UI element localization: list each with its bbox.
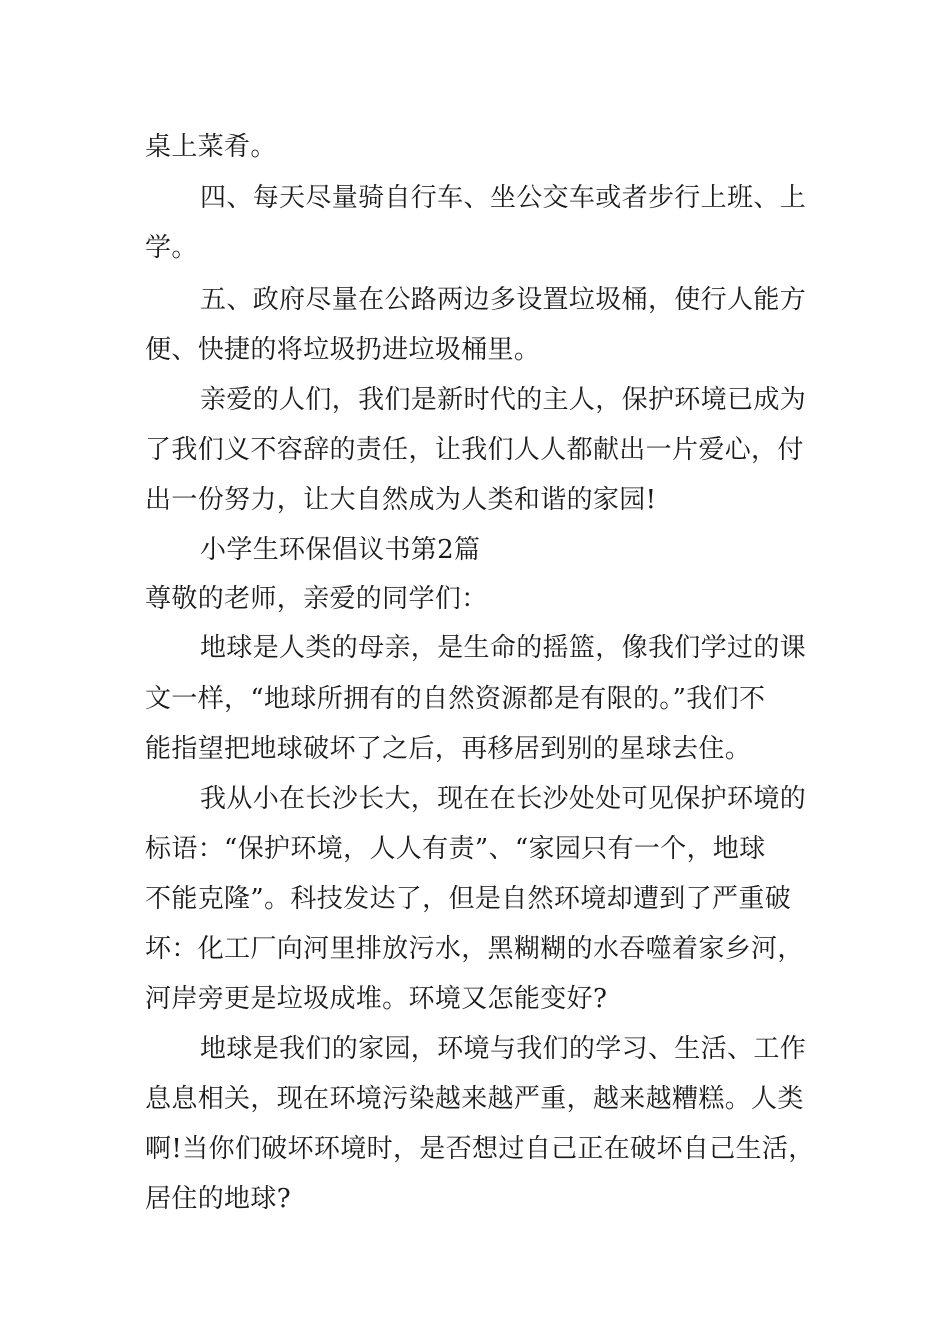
text-line-5: 便、快捷的将垃圾扔进垃圾桶里。 <box>145 335 541 365</box>
text-line-1: 桌上菜肴。 <box>145 132 277 162</box>
text-line-13: 能指望把地球破坏了之后，再移居到别的星球去住。 <box>145 734 752 764</box>
text-line-18: 河岸旁更是垃圾成堆。环境又怎能变好? <box>145 984 608 1014</box>
text-line-21: 啊!当你们破坏环境时，是否想过自己正在破坏自己生活， <box>145 1134 815 1164</box>
text-line-7: 了我们义不容辞的责任，让我们人人都献出一片爱心，付 <box>145 435 804 465</box>
text-line-22: 居住的地球? <box>145 1184 292 1214</box>
text-line-2: 四、每天尽量骑自行车、坐公交车或者步行上班、上 <box>200 183 807 213</box>
text-line-12: 文一样，“地球所拥有的自然资源都是有限的。”我们不 <box>145 684 766 714</box>
text-line-11: 地球是人类的母亲，是生命的摇篮，像我们学过的课 <box>200 633 807 663</box>
text-line-8: 出一份努力，让大自然成为人类和谐的家园! <box>145 485 657 515</box>
text-line-3: 学。 <box>145 233 198 263</box>
text-line-19: 地球是我们的家园，环境与我们的学习、生活、工作 <box>200 1034 807 1064</box>
salutation: 尊敬的老师，亲爱的同学们： <box>145 584 488 614</box>
text-line-17: 坏：化工厂向河里排放污水，黑糊糊的水吞噬着家乡河， <box>145 934 804 964</box>
text-line-4: 五、政府尽量在公路两边多设置垃圾桶，使行人能方 <box>200 285 807 315</box>
section-heading: 小学生环保倡议书第2篇 <box>200 535 481 565</box>
text-line-16: 不能克隆”。科技发达了，但是自然环境却遭到了严重破 <box>145 884 792 914</box>
text-line-6: 亲爱的人们，我们是新时代的主人，保护环境已成为 <box>200 385 807 415</box>
text-line-15: 标语：“保护环境，人人有责”、“家园只有一个，地球 <box>145 834 766 864</box>
text-line-14: 我从小在长沙长大，现在在长沙处处可见保护环境的 <box>200 784 807 814</box>
text-line-20: 息息相关，现在环境污染越来越严重，越来越糟糕。人类 <box>145 1084 804 1114</box>
